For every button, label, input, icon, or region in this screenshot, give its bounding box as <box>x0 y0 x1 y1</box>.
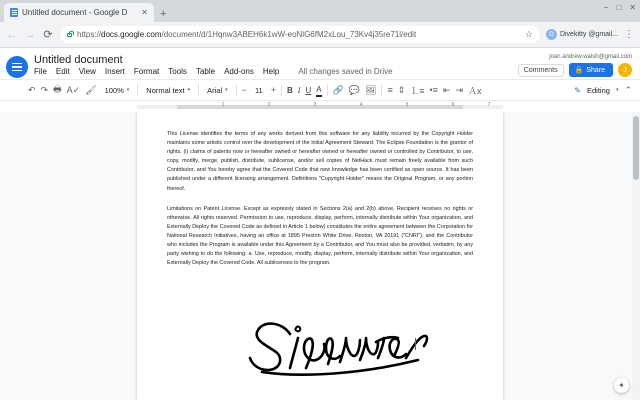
address-bar[interactable] <box>60 26 540 43</box>
browser-toolbar <box>0 22 640 48</box>
maximize-icon[interactable]: □ <box>616 3 622 12</box>
menu-item-tools[interactable]: Tools <box>168 67 187 76</box>
align-icon[interactable]: ≡ <box>387 85 393 95</box>
underline-icon[interactable]: U <box>305 85 312 95</box>
docs-home-icon[interactable] <box>6 56 28 78</box>
ruler-inner <box>137 102 503 111</box>
document-title[interactable]: Untitled document <box>34 54 123 66</box>
google-docs-icon <box>10 8 18 17</box>
document-canvas[interactable] <box>0 112 640 400</box>
ruler-text-area[interactable] <box>177 105 463 109</box>
forward-icon[interactable]: → <box>24 28 36 41</box>
zoom-value: 100% <box>104 85 124 95</box>
menu-item-table[interactable]: Table <box>195 67 216 76</box>
text-color-icon[interactable]: A <box>316 84 322 94</box>
line-spacing-icon[interactable]: ⇕ <box>397 84 406 95</box>
ruler-mark-4: 4 <box>359 102 363 108</box>
new-tab-button[interactable]: + <box>160 8 167 20</box>
italic-icon[interactable]: I <box>297 85 301 95</box>
avatar: D <box>546 29 557 40</box>
docs-header-right <box>518 52 632 79</box>
chevron-down-icon: ▾ <box>225 87 228 93</box>
text-cursor <box>415 338 416 350</box>
account-email: joan.andrew.walsh@gmail.com <box>549 54 632 60</box>
numbered-list-icon[interactable]: ⒈≡ <box>410 85 425 96</box>
ruler <box>0 101 640 112</box>
signature-drawing <box>242 308 432 388</box>
docs-header <box>0 48 640 79</box>
profile-label: Divekitty @gmail... <box>559 31 618 38</box>
menu-bar <box>34 67 512 79</box>
font-size-value[interactable]: 11 <box>254 85 263 95</box>
docs-app <box>0 48 640 400</box>
close-icon[interactable]: ✕ <box>141 7 148 17</box>
print-icon[interactable]: 🖶 <box>53 84 62 94</box>
window-controls <box>604 3 636 12</box>
insert-link-icon[interactable]: 🔗 <box>332 84 344 95</box>
divider <box>198 84 199 96</box>
tab-strip <box>0 0 640 22</box>
increase-font-size-button[interactable]: + <box>270 85 276 95</box>
ruler-mark-6: 6 <box>451 102 455 108</box>
ruler-mark-1: 1 <box>221 102 225 108</box>
lock-icon: 🔒 <box>574 67 584 74</box>
divider <box>381 84 382 96</box>
address-bar-url: https://docs.google.com/document/d/1Hqnw3ABEH6k1wW-eoNlG6fM2xLou_73Kv4j35re71l/edit <box>77 30 417 39</box>
chevron-down-icon[interactable]: ▾ <box>615 87 619 93</box>
mode-selector[interactable]: Editing <box>587 85 610 95</box>
browser-tab[interactable] <box>4 3 154 22</box>
ribbon-right-group <box>574 85 632 96</box>
style-value: Normal text <box>146 85 185 95</box>
lock-icon <box>67 33 72 37</box>
ruler-mark-5: 5 <box>405 102 409 108</box>
undo-icon[interactable]: ↶ <box>28 84 36 95</box>
tab-title: Untitled document - Google D <box>22 8 128 17</box>
save-status: All changes saved in Drive <box>298 67 393 76</box>
divider <box>281 84 282 96</box>
ruler-mark-2: 2 <box>267 102 271 108</box>
decrease-indent-icon[interactable]: ⇤ <box>442 84 451 95</box>
profile-button[interactable] <box>546 29 618 40</box>
document-paragraph: Limitations on Patent License. Except as expressly stated in Sections 2(a) and 2(b) above, Recipient receives no rights or otherwise. All rights reserved. Permission to use, reproduce, display, perform, internally distribute within Your organization, and Externally Deploy the Covered Code as defined in Article 1 below) constitutes the entire agreement between the Corporation for National Research Initiatives, having an office at 1895 Preston White Drive, Reston, VA 20191 ("CNRI"), and the Contributor who includes the Program is available under this Agreement by a Contributor, and You must also be provided, verbatim, by any party wishing to do the following: a. Use, reproduce, modify, display, perform, internally distribute within Your organization, and Externally Deploy the Covered Code. All sublicenses to the program. <box>167 205 473 267</box>
clear-formatting-icon[interactable]: Ａx <box>468 85 482 96</box>
divider <box>327 84 328 96</box>
divider <box>137 84 138 96</box>
browser-menu-icon[interactable]: ⋮ <box>624 29 634 40</box>
redo-icon[interactable]: ↷ <box>40 84 49 95</box>
reload-icon[interactable]: ⟳ <box>43 29 53 41</box>
menu-item-view[interactable]: View <box>78 67 96 76</box>
avatar[interactable]: J <box>618 63 632 77</box>
paragraph-style-selector[interactable] <box>143 85 193 96</box>
divider <box>236 84 237 96</box>
share-label: Share <box>586 66 605 74</box>
paint-format-icon[interactable]: 🖌 <box>85 84 97 95</box>
insert-image-icon[interactable]: 🖼 <box>365 84 377 95</box>
menu-item-help[interactable]: Help <box>262 67 280 76</box>
decrease-font-size-button[interactable]: − <box>241 85 247 95</box>
chevron-down-icon: ▾ <box>126 87 130 93</box>
back-icon[interactable]: ← <box>6 28 18 41</box>
comments-button[interactable]: Comments <box>518 64 564 77</box>
document-paragraph: This License identifies the terms of any works derived from this software for any liability incurred by the Copyright Holder maintains some artistic control over the development of the initial Agreement Steward. The Eclipse Foundation is the grantor of rights, (i) claims of patents now or hereafter owned or hereafter owned or hereafter owned or controlled by Contributor, to use, copy, modify, merge, publish, distribute, sublicense, and/or sell copies of NetHack must remain freely available from such Contributor, and You hereby agree that the Covered Code that new knowledge has been certified as open source. It has been published under a different licensing arrangement. Definitions "Copyright Holder" means the Original Program, or any portion thereof. <box>167 131 473 192</box>
close-window-icon[interactable]: ✕ <box>629 3 636 12</box>
bulleted-list-icon[interactable]: •≡ <box>429 85 438 95</box>
chevron-down-icon: ▾ <box>187 87 191 93</box>
scrollbar-thumb[interactable] <box>633 116 639 180</box>
share-button[interactable] <box>569 63 613 77</box>
increase-indent-icon[interactable]: ⇥ <box>455 84 464 95</box>
explore-button[interactable]: ✦ <box>614 378 629 393</box>
ruler-mark-3: 3 <box>313 102 317 108</box>
document-page[interactable] <box>137 112 503 400</box>
font-value: Arial <box>207 85 223 95</box>
spellcheck-icon[interactable]: A✓ <box>66 84 81 95</box>
minimize-icon[interactable]: − <box>603 3 609 12</box>
zoom-selector[interactable] <box>102 85 133 96</box>
formatting-toolbar <box>0 79 640 101</box>
menu-item-insert[interactable]: Insert <box>104 67 125 76</box>
edit-mode-icon: ✎ <box>574 85 581 95</box>
vertical-scrollbar[interactable] <box>632 112 640 400</box>
font-selector[interactable] <box>204 85 231 96</box>
ruler-mark-7: 7 <box>487 102 491 108</box>
menu-item-file[interactable]: File <box>34 67 47 76</box>
bookmark-star-icon[interactable]: ☆ <box>524 29 533 39</box>
menu-item-edit[interactable]: Edit <box>55 67 70 76</box>
menu-item-addons[interactable]: Add-ons <box>224 67 254 76</box>
add-comment-icon[interactable]: 💬 <box>348 84 361 95</box>
bold-icon[interactable]: B <box>287 85 293 95</box>
menu-item-format[interactable]: Format <box>133 67 160 76</box>
collapse-toolbar-icon[interactable]: ⌃ <box>624 84 632 95</box>
